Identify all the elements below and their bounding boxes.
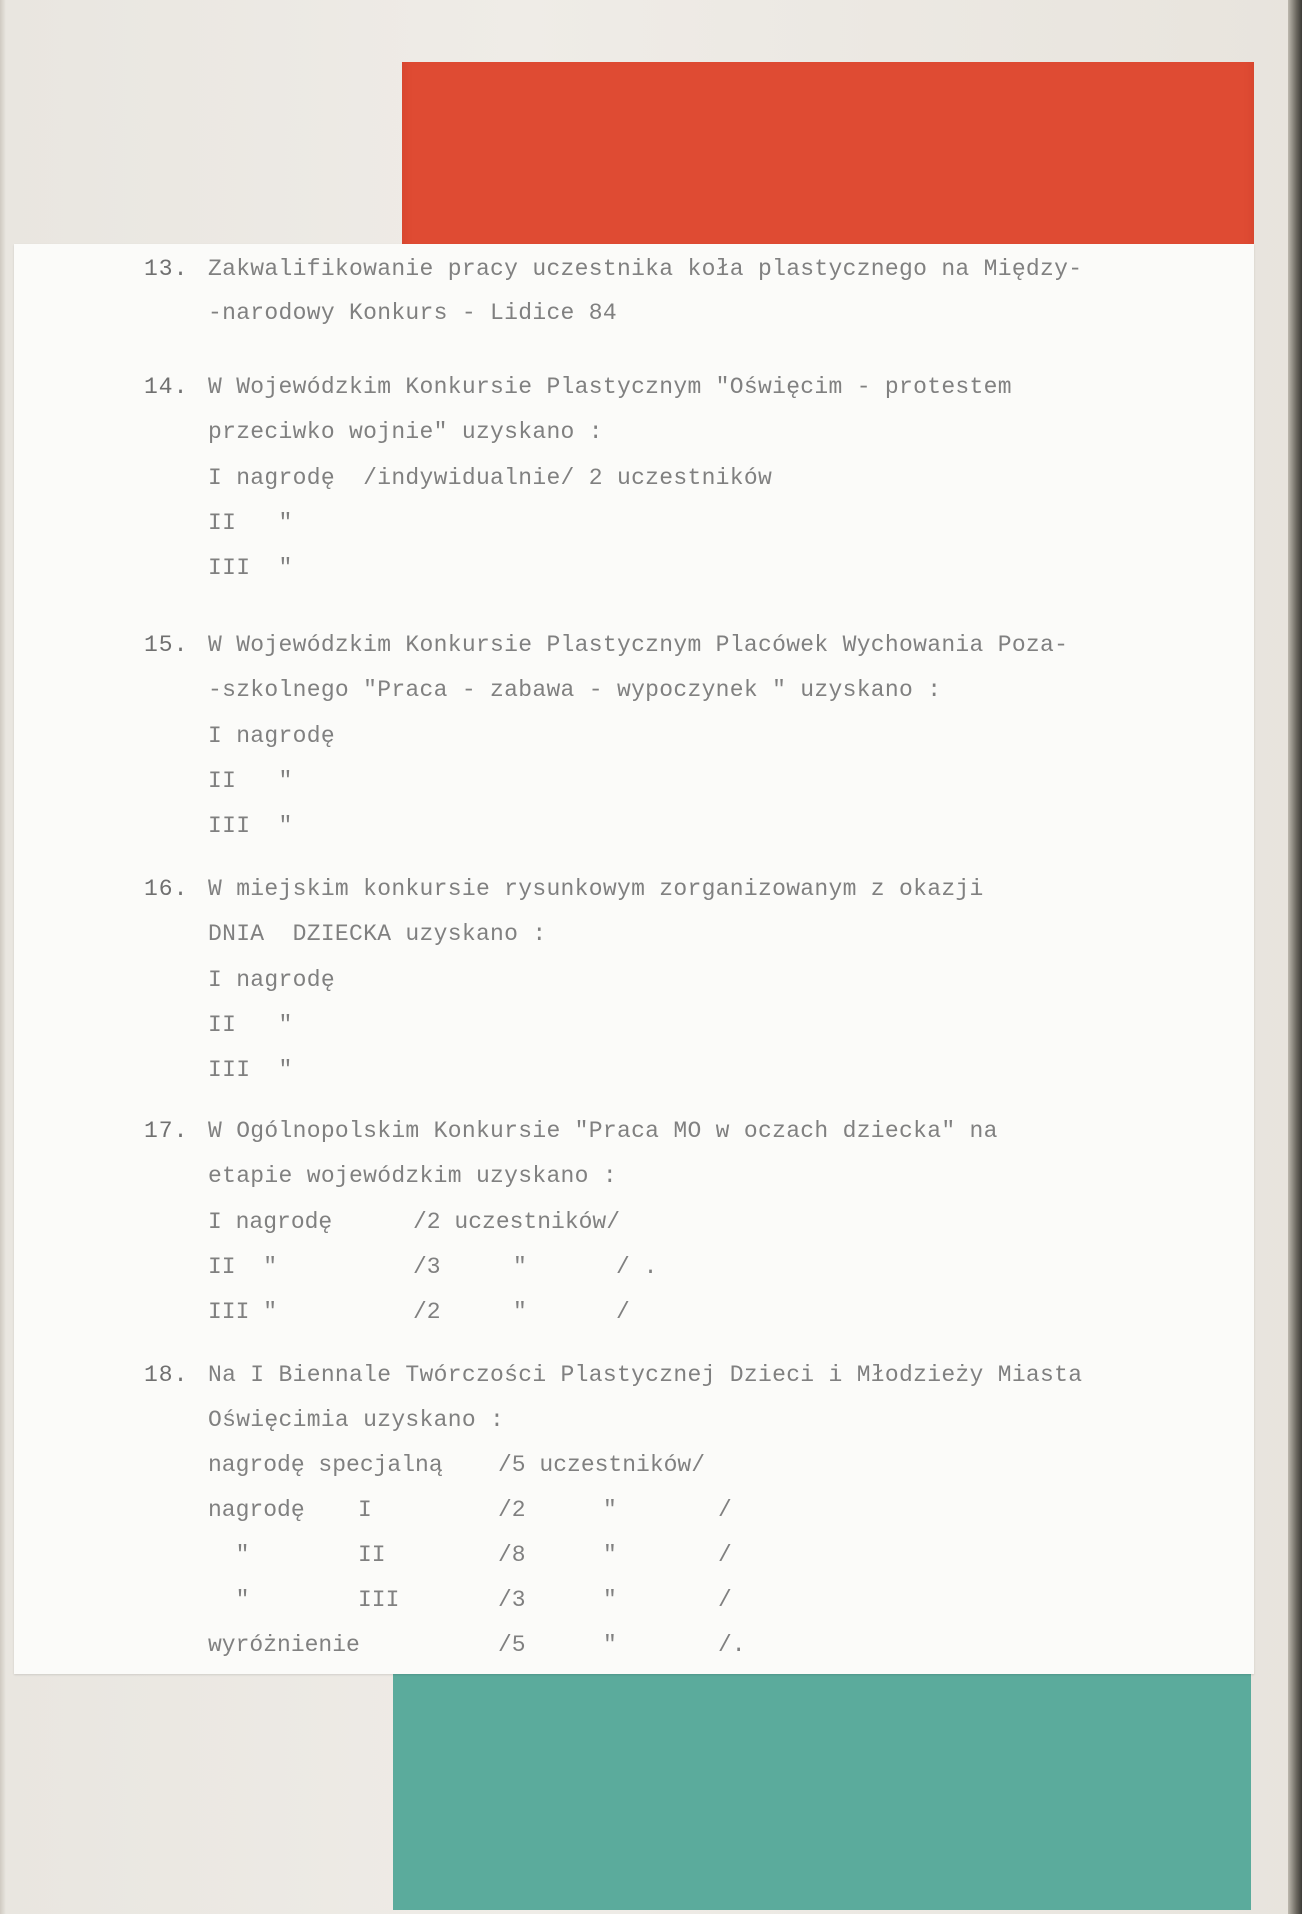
item-text-line: W Ogólnopolskim Konkursie "Praca MO w oczach dziecka" na: [208, 1118, 998, 1144]
item-number: 14.: [144, 374, 189, 400]
award-close: /: [718, 1587, 732, 1613]
item-text-line: -narodowy Konkurs - Lidice 84: [208, 300, 617, 326]
item-text-line: W Wojewódzkim Konkursie Plastycznym "Oświęcim - protestem: [208, 374, 1012, 400]
typed-document-sheet: [14, 244, 1254, 1674]
item-text-line: W Wojewódzkim Konkursie Plastycznym Placówek Wychowania Poza-: [208, 632, 1069, 658]
item-text-line: Zakwalifikowanie pracy uczestnika koła plastycznego na Między-: [208, 256, 1083, 282]
award-count: /3: [498, 1587, 526, 1613]
award-line: III ": [208, 813, 293, 839]
item-text-line: Oświęcimia uzyskano :: [208, 1407, 505, 1433]
award-line: I nagrodę /indywidualnie/ 2 uczestników: [208, 465, 773, 491]
teal-paper-strip: [393, 1665, 1251, 1910]
award-count: /8: [498, 1542, 526, 1568]
award-prize: ": [208, 1587, 250, 1613]
item-text-line: W miejskim konkursie rysunkowym zorganizowanym z okazji: [208, 876, 984, 902]
award-ditto: ": [603, 1542, 617, 1568]
award-ditto: ": [513, 1299, 527, 1325]
award-line: I nagrodę: [208, 967, 335, 993]
award-prize: nagrodę specjalną: [208, 1452, 443, 1478]
item-number: 13.: [144, 256, 189, 282]
award-count: /3: [413, 1254, 441, 1280]
award-prize: III ": [208, 1299, 278, 1325]
award-close: /.: [718, 1632, 746, 1658]
award-close: /: [718, 1497, 732, 1523]
award-ditto: ": [603, 1632, 617, 1658]
award-count: /5: [498, 1632, 526, 1658]
award-count: /2 uczestników/: [413, 1209, 621, 1235]
award-close: /: [616, 1299, 630, 1325]
item-number: 17.: [144, 1118, 189, 1144]
item-text-line: -szkolnego "Praca - zabawa - wypoczynek " uzyskano :: [208, 677, 942, 703]
award-ditto: ": [603, 1587, 617, 1613]
award-line: III ": [208, 1057, 293, 1083]
item-number: 15.: [144, 632, 189, 658]
award-ditto: ": [513, 1254, 527, 1280]
award-count: /2: [498, 1497, 526, 1523]
award-prize: wyróżnienie: [208, 1632, 360, 1658]
award-level: III: [358, 1587, 400, 1613]
item-number: 16.: [144, 876, 189, 902]
award-count: /2: [413, 1299, 441, 1325]
award-prize: nagrodę: [208, 1497, 305, 1523]
award-line: II ": [208, 1012, 293, 1038]
award-line: II ": [208, 768, 293, 794]
award-level: I: [358, 1497, 372, 1523]
award-close: /: [718, 1542, 732, 1568]
award-line: II ": [208, 510, 293, 536]
red-paper-strip: [402, 62, 1254, 262]
album-binding-edge: [1288, 0, 1302, 1914]
item-text-line: przeciwko wojnie" uzyskano :: [208, 419, 603, 445]
item-text-line: Na I Biennale Twórczości Plastycznej Dzieci i Młodzieży Miasta: [208, 1362, 1083, 1388]
award-line: III ": [208, 555, 293, 581]
award-prize: II ": [208, 1254, 278, 1280]
item-number: 18.: [144, 1362, 189, 1388]
album-left-edge: [0, 0, 6, 1914]
item-text-line: etapie wojewódzkim uzyskano :: [208, 1163, 617, 1189]
award-count: /5 uczestników/: [498, 1452, 706, 1478]
award-ditto: ": [603, 1497, 617, 1523]
award-level: II: [358, 1542, 386, 1568]
award-prize: ": [208, 1542, 250, 1568]
award-prize: I nagrodę: [208, 1209, 333, 1235]
award-close: / .: [616, 1254, 658, 1280]
award-line: I nagrodę: [208, 723, 335, 749]
item-text-line: DNIA DZIECKA uzyskano :: [208, 921, 547, 947]
